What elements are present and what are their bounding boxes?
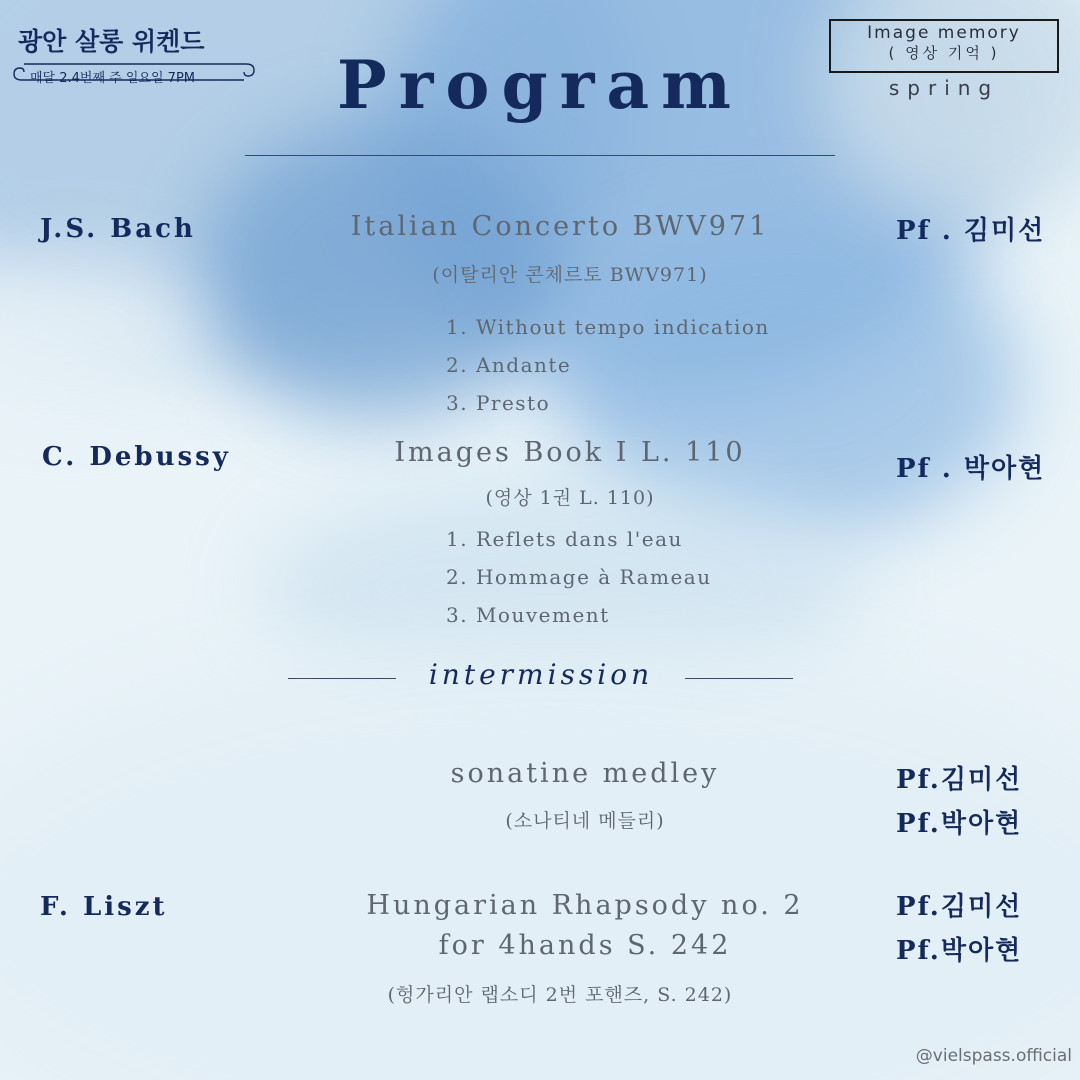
theme-line-2: ( 영상 기억 ): [888, 44, 1000, 62]
movement-list-bach: [446, 308, 770, 422]
theme-box: [829, 19, 1059, 73]
work-subtitle-liszt: (헝가리안 랩소디 2번 포핸즈, S. 242): [387, 984, 733, 1006]
title-divider: [245, 155, 835, 156]
performer-kim: Pf.김미선: [896, 765, 1023, 795]
performer-bach: Pf . 김미선: [896, 216, 1046, 246]
schedule-text: 매달 2.4번째 주 일요일 7PM: [30, 71, 195, 86]
work-subtitle-bach: (이탈리안 콘체르토 BWV971): [432, 264, 708, 286]
program-title: Program: [337, 46, 743, 124]
performer-kim: Pf.김미선: [896, 892, 1023, 922]
intermission-rule-right: [685, 678, 793, 679]
performer-park: Pf.박아현: [896, 936, 1023, 966]
work-title-debussy: Images Book I L. 110: [394, 437, 746, 468]
movement-item: 1. Without tempo indication: [446, 315, 770, 339]
movement-item: 2. Andante: [446, 353, 572, 377]
work-title-liszt-line2: for 4hands S. 242: [438, 930, 732, 961]
movement-item: 3. Presto: [446, 391, 551, 415]
movement-item: 1. Reflets dans l'eau: [446, 527, 683, 551]
performer-park: Pf.박아현: [896, 809, 1023, 839]
movement-item: 2. Hommage à Rameau: [446, 565, 712, 589]
event-title-text: 광안 살롱 위켄드: [18, 27, 205, 56]
social-handle: @vielspass.official: [915, 1046, 1072, 1066]
intermission-label: intermission: [428, 658, 654, 691]
medley-performers: [896, 758, 1022, 846]
work-subtitle-debussy: (영상 1권 L. 110): [485, 487, 655, 509]
movement-item: 3. Mouvement: [446, 603, 610, 627]
theme-line-1: Image memory: [867, 23, 1021, 43]
movement-list-debussy: [446, 520, 712, 634]
composer-liszt: F. Liszt: [40, 892, 168, 922]
intermission-rule-left: [288, 678, 396, 679]
season-label: spring: [888, 76, 1000, 100]
composer-debussy: C. Debussy: [42, 442, 231, 472]
medley-title: sonatine medley: [450, 758, 720, 789]
work-title-bach: Italian Concerto BWV971: [350, 211, 770, 242]
medley-subtitle: (소나티네 메들리): [505, 810, 665, 832]
event-title: [18, 22, 258, 58]
performer-debussy: Pf . 박아현: [896, 454, 1046, 484]
composer-bach: J.S. Bach: [40, 214, 196, 244]
finale-performers: [896, 885, 1022, 973]
work-title-liszt-line1: Hungarian Rhapsody no. 2: [366, 890, 804, 921]
